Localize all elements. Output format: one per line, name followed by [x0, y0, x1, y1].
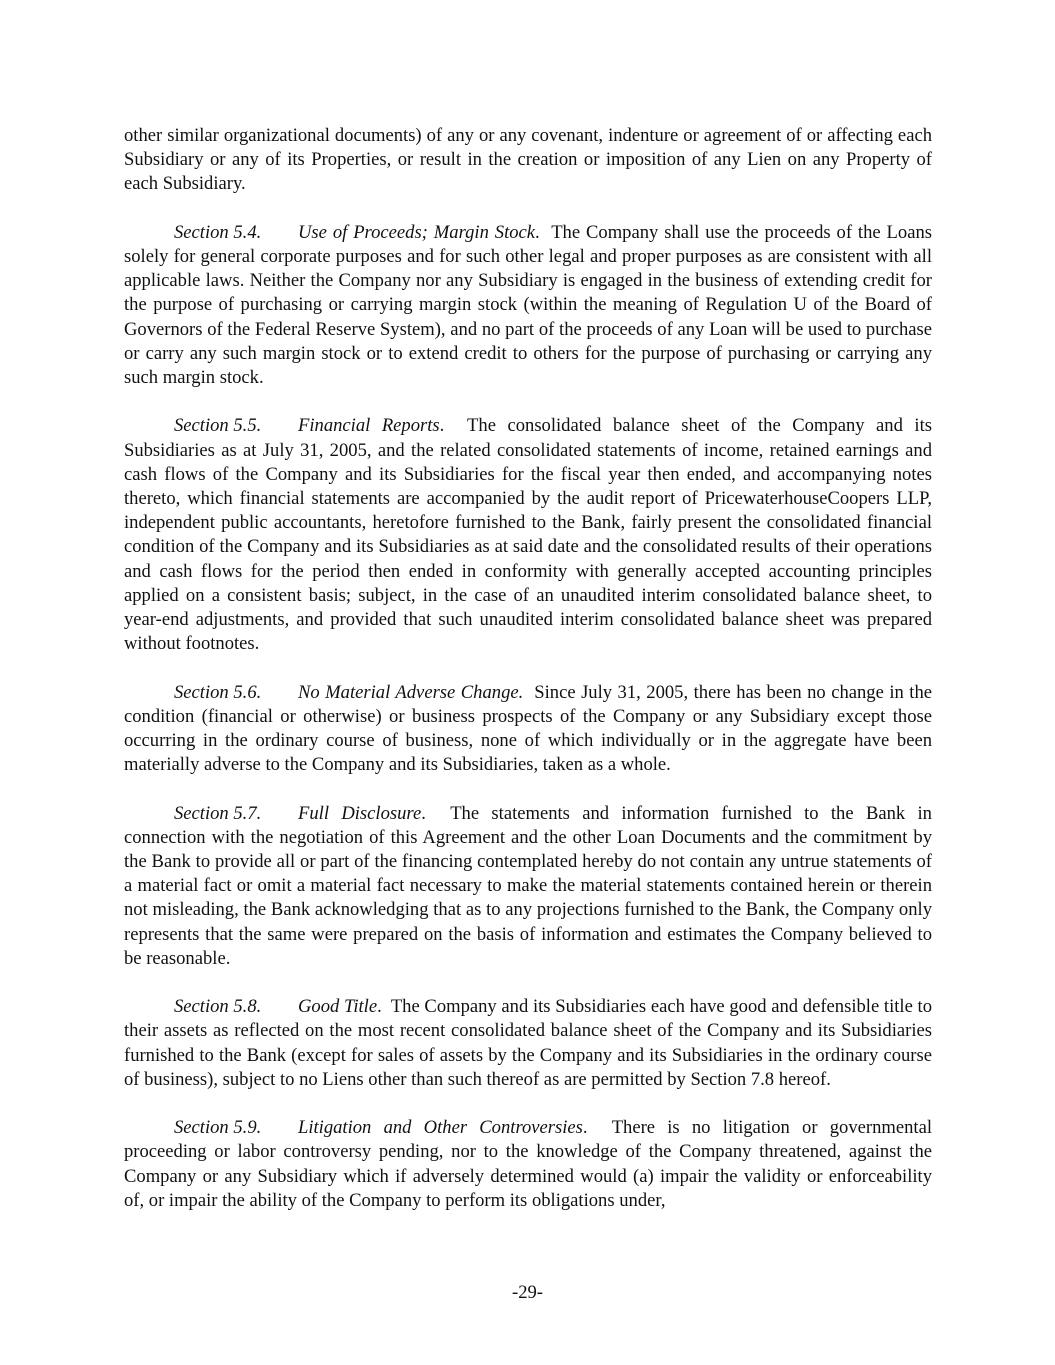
section-title: No Material Adverse Change. — [298, 681, 524, 703]
section-number: Section 5.9. — [174, 1117, 262, 1139]
section-number: Section 5.5. — [174, 415, 262, 437]
section-title: Use of Proceeds; Margin Stock — [298, 221, 536, 243]
section-number: Section 5.7. — [174, 802, 262, 824]
section-title-period: . — [421, 802, 426, 824]
section-number: Section 5.8. — [174, 996, 262, 1018]
section-title-period: . — [582, 1117, 588, 1139]
section-title: Litigation and Other Controversies — [298, 1117, 583, 1139]
section-5-5 — [124, 414, 932, 656]
section-title: Financial Reports — [298, 415, 440, 437]
section-5-6 — [124, 681, 932, 778]
section-5-4 — [124, 221, 932, 390]
section-title: Good Title — [298, 996, 378, 1018]
page-number: -29- — [512, 1282, 543, 1303]
section-body: The Company shall use the proceeds of the Loans solely for general corporate purposes and for such other legal and proper purposes as are consistent with all applicable laws. Neither the Company nor any Subsidiary is engaged in the business of extending credit for the purpose of purchasing or carrying margin stock (within the meaning of Regulation U of the Board of Governors of the Federal Reserve System), and no part of the proceeds of any Loan will be used to purchase or carry any such margin stock or to extend credit to others for the purpose of purchasing or carrying any such margin stock. — [124, 221, 932, 389]
section-5-8 — [124, 995, 932, 1092]
section-5-9 — [124, 1116, 932, 1213]
section-title-period: . — [535, 221, 540, 243]
section-body: Since July 31, 2005, there has been no change in the condition (financial or otherwise) or business prospects of the Company or any Subsidiary except those occurring in the ordinary course of business, none of which individually or in the aggregate have been materially adverse to the Company and its Subsidiaries, taken as a whole. — [124, 681, 932, 776]
section-body: There is no litigation or governmental proceeding or labor controversy pending, nor to the knowledge of the Company threatened, against the Company or any Subsidiary which if adversely determined would (a) impair the validity or enforceability of, or impair the ability of the Company to perform its obligations under, — [124, 1117, 932, 1211]
section-5-7 — [124, 802, 932, 971]
section-number: Section 5.6. — [174, 681, 262, 703]
section-body: The consolidated balance sheet of the Company and its Subsidiaries as at July 31, 2005, and the related consolidated statements of income, retained earnings and cash flows of the Company and its Subsidiaries for the fiscal year then ended, and accompanying notes thereto, which financial statements are accompanied by the audit report of PricewaterhouseCoopers LLP, independent public accountants, heretofore furnished to the Bank, fairly present the consolidated financial condition of the Company and its Subsidiaries as at said date and the consolidated results of their operations and cash flows for the period then ended in conformity with generally accepted accounting principles applied on a consistent basis; subject, in the case of an unaudited interim consolidated balance sheet, to year-end adjustments, and provided that such unaudited interim consolidated balance sheet was prepared without footnotes. — [124, 415, 932, 655]
continuation-paragraph: other similar organizational documents) of any or any covenant, indenture or agreement of or affecting each Subsidiary or any of its Properties, or result in the creation or imposition of any Lien on any Property of each Subsidiary. — [124, 125, 932, 195]
section-body: The statements and information furnished to the Bank in connection with the negotiation of this Agreement and the other Loan Documents and the commitment by the Bank to provide all or part of the financing contemplated hereby do not contain any untrue statements of a material fact or omit a material fact necessary to make the material statements contained herein or therein not misleading, the Bank acknowledging that as to any projections furnished to the Bank, the Company only represents that the same were prepared on the basis of information and estimates the Company believed to be reasonable. — [124, 802, 932, 969]
section-title-period: . — [439, 415, 445, 437]
document-page — [124, 124, 932, 1237]
section-body: The Company and its Subsidiaries each have good and defensible title to their assets as reflected on the most recent consolidated balance sheet of the Company and its Subsidiaries furnished to the Bank (except for sales of assets by the Company and its Subsidiaries in the ordinary course of business), subject to no Liens other than such thereof as are permitted by Section 7.8 hereof. — [124, 996, 932, 1090]
section-title-period: . — [377, 996, 382, 1018]
section-title: Full Disclosure — [298, 802, 422, 824]
section-number: Section 5.4. — [174, 221, 262, 243]
